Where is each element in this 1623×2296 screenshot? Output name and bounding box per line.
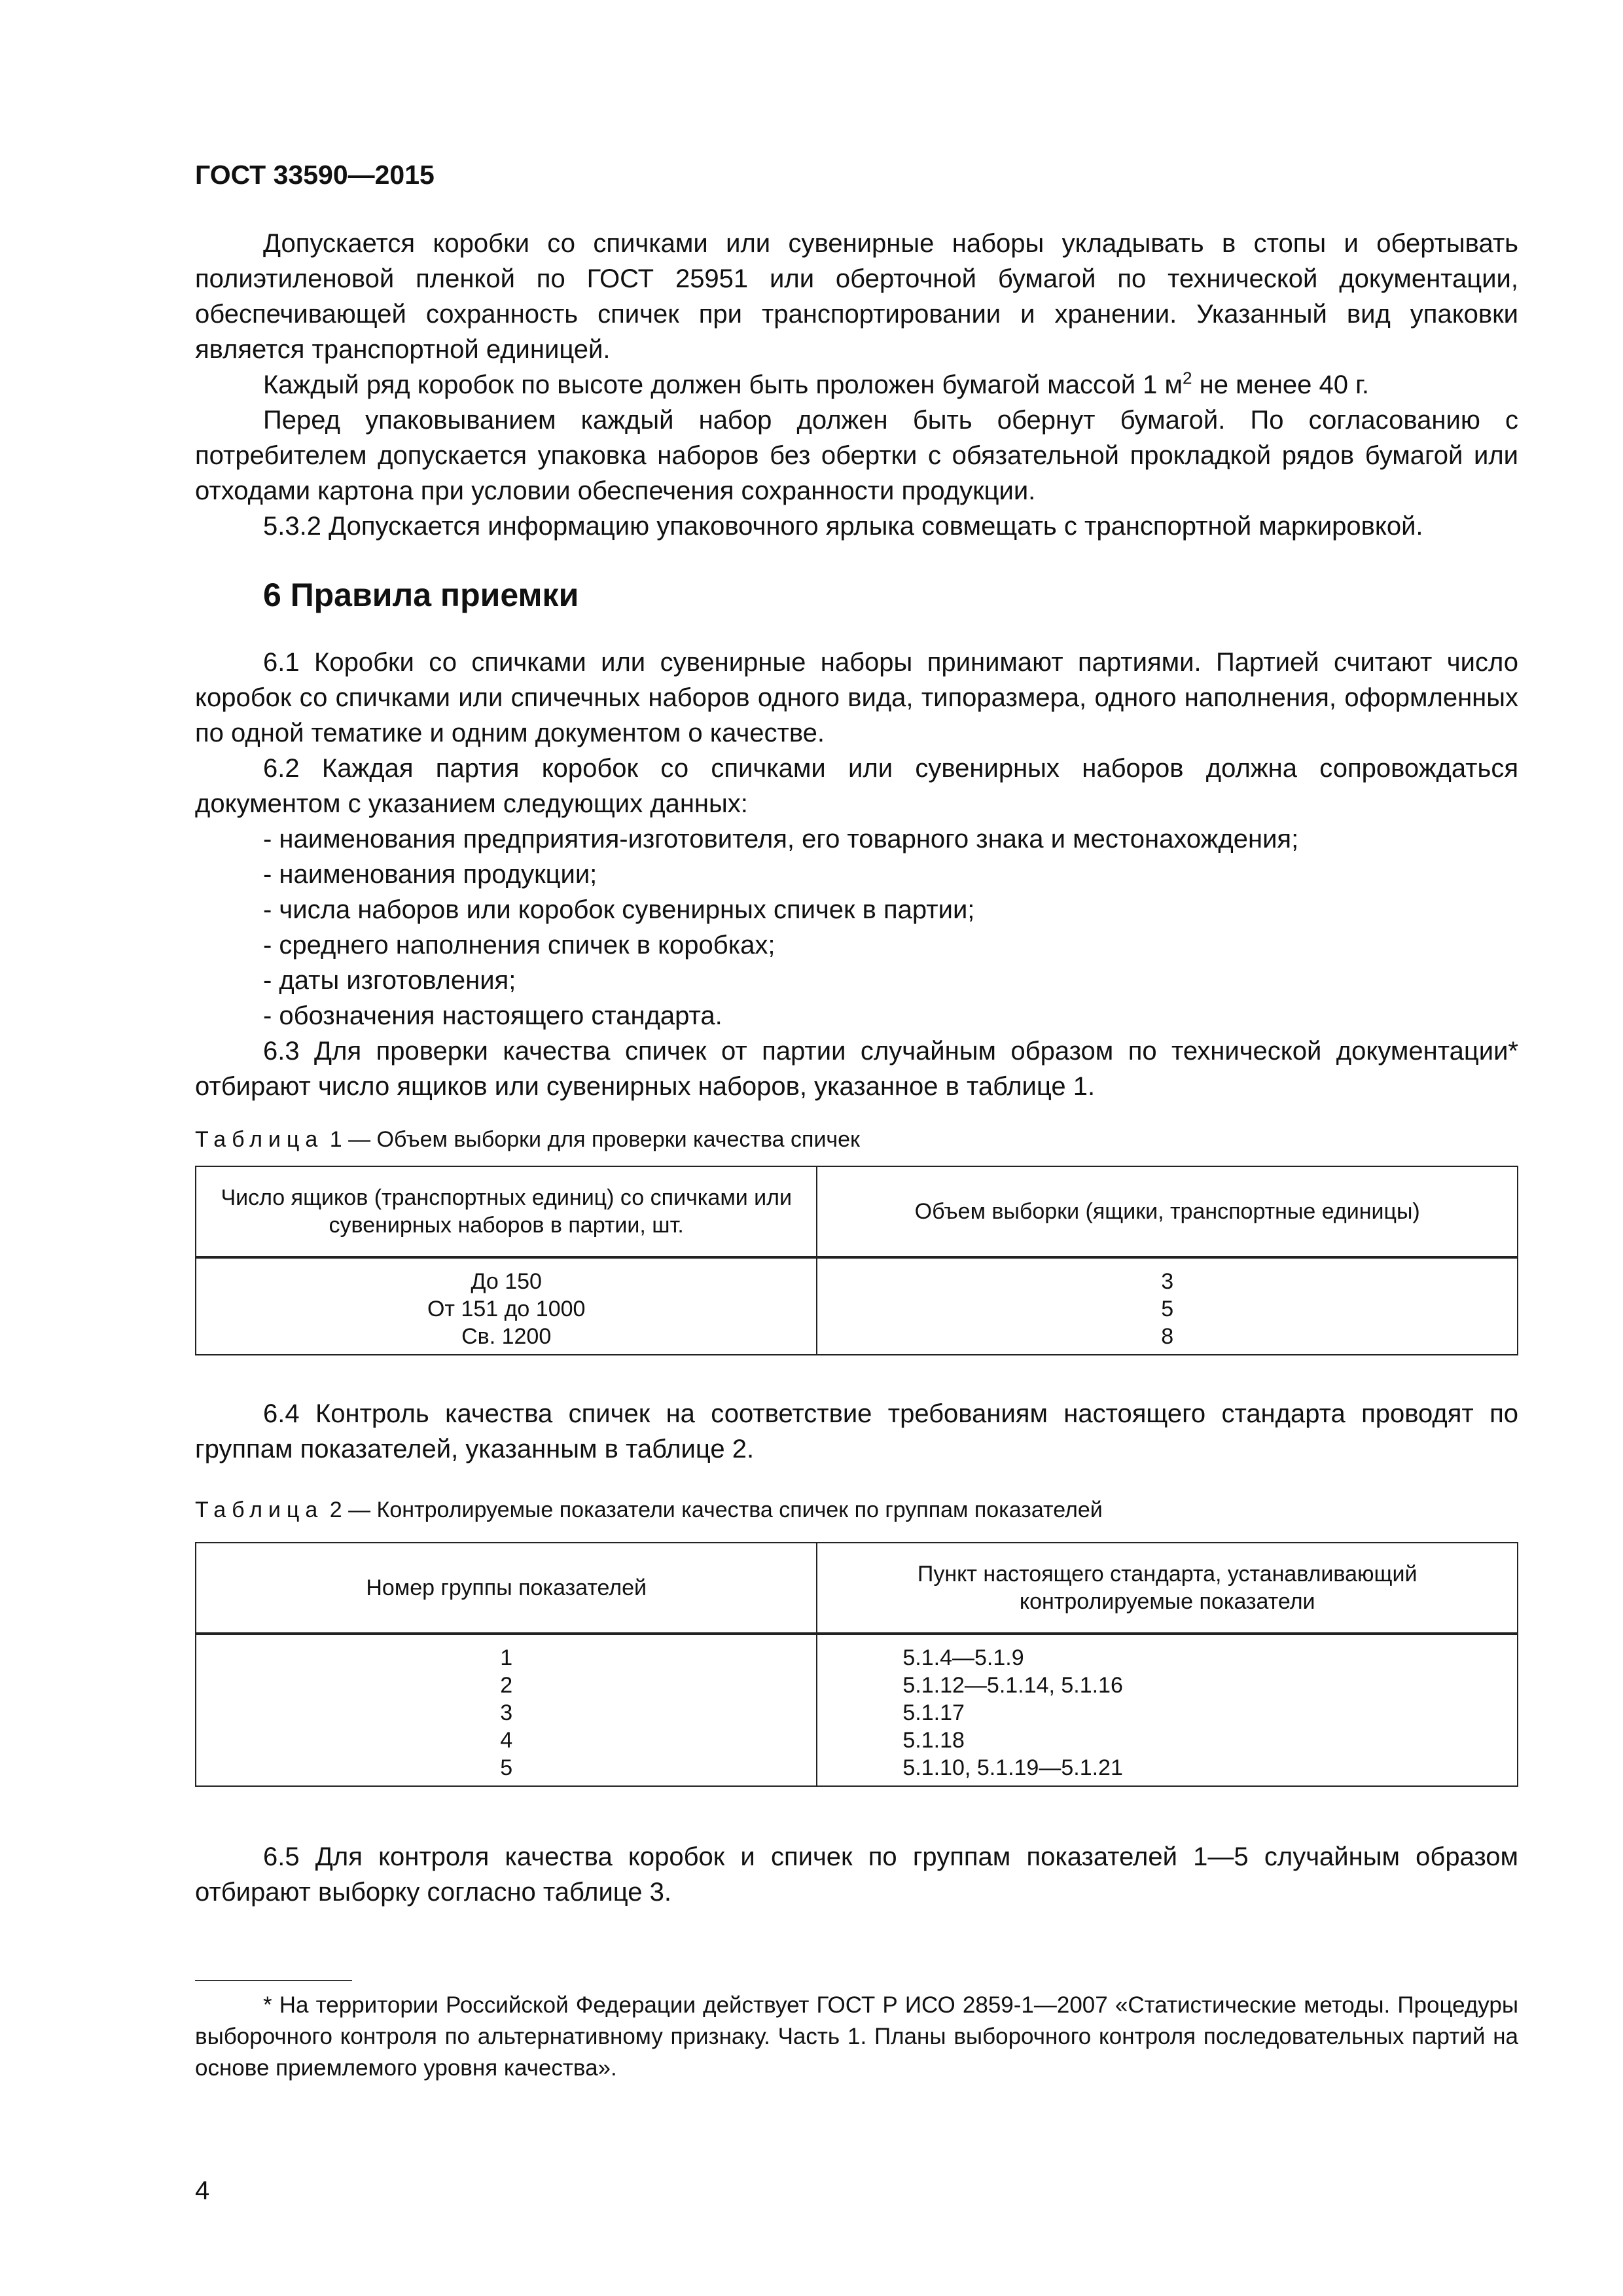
table2-col2-value: 5.1.17 xyxy=(902,1700,965,1725)
table1-col2-cell xyxy=(817,1257,1518,1355)
table1-header-col2: Объем выборки (ящики, транспортные единицы) xyxy=(817,1166,1518,1257)
table2-caption-text: 2 — Контролируемые показатели качества спичек по группам показателей xyxy=(323,1498,1103,1522)
list-item: - среднего наполнения спичек в коробках; xyxy=(263,931,776,960)
document-header: ГОСТ 33590—2015 xyxy=(195,160,435,190)
paper-row-text-end: не менее 40 г. xyxy=(1192,370,1369,399)
table2-caption xyxy=(195,1498,1103,1523)
paragraph-6-5: 6.5 Для контроля качества коробок и спичек по группам показателей 1—5 случайным образом отбирают выборку согласно таблице 3. xyxy=(195,1842,1518,1907)
table1-header-col1: Число ящиков (транспортных единиц) со спичками или сувенирных наборов в партии, шт. xyxy=(196,1166,817,1257)
table2-col2-value: 5.1.10, 5.1.19—5.1.21 xyxy=(902,1755,1123,1780)
paragraph-wrapping: Перед упаковыванием каждый набор должен быть обернут бумагой. По согласованию с потребителем допускается упаковка наборов без обертки с обязательной прокладкой рядов бумагой или отходами картона при условии обеспечения сохранности продукции. xyxy=(195,406,1518,505)
table2-col1-value: 4 xyxy=(500,1728,513,1753)
table2-col2-value: 5.1.18 xyxy=(902,1728,965,1753)
table1-caption-word: Таблица xyxy=(195,1127,324,1152)
paper-row-text: Каждый ряд коробок по высоте должен быть проложен бумагой массой 1 м xyxy=(263,370,1183,399)
table-1 xyxy=(195,1166,1518,1355)
paragraph-packaging: Допускается коробки со спичками или сувенирные наборы укладывать в стопы и обертывать полиэтиленовой пленкой по ГОСТ 25951 или оберточной бумагой по технической документации, обеспечивающей сохранность спичек при транспортировании и хранении. Указанный вид упаковки является транспортной единицей. xyxy=(195,229,1518,364)
paragraph-6-4: 6.4 Контроль качества спичек на соответствие требованиям настоящего стандарта проводят по группам показателей, указанным в таблице 2. xyxy=(195,1399,1518,1463)
table2-col2-value: 5.1.12—5.1.14, 5.1.16 xyxy=(902,1673,1123,1698)
table1-col1-value: Св. 1200 xyxy=(461,1324,552,1349)
table2-caption-word: Таблица xyxy=(195,1498,324,1522)
table2-header-col2: Пункт настоящего стандарта, устанавливающий контролируемые показатели xyxy=(817,1543,1518,1634)
table2-col2-cell xyxy=(817,1634,1518,1786)
table1-caption-text: 1 — Объем выборки для проверки качества спичек xyxy=(323,1127,860,1152)
paragraph-6-1: 6.1 Коробки со спичками или сувенирные наборы принимают партиями. Партией считают число коробок со спичками или спичечных наборов одного вида, типоразмера, одного наполнения, оформленных по одной тематике и одним документом о качестве. xyxy=(195,648,1518,747)
paragraph-paper-layer xyxy=(195,367,1518,403)
table-2 xyxy=(195,1542,1518,1787)
page-number: 4 xyxy=(195,2176,210,2205)
paragraph-6-2: 6.2 Каждая партия коробок со спичками или сувенирных наборов должна сопровождаться документом с указанием следующих данных: xyxy=(195,754,1518,818)
data-list xyxy=(263,821,1298,1033)
paper-row-sup: 2 xyxy=(1183,368,1192,388)
table2-col1-cell xyxy=(196,1634,817,1786)
paragraph-6-3: 6.3 Для проверки качества спичек от партии случайным образом по технической документации* отбирают число ящиков или сувенирных наборов, указанное в таблице 1. xyxy=(195,1037,1518,1101)
table1-col2-value: 5 xyxy=(1161,1297,1174,1321)
table2-col1-value: 3 xyxy=(500,1700,513,1725)
table1-col2-value: 8 xyxy=(1161,1324,1174,1349)
table1-col2-value: 3 xyxy=(1161,1269,1174,1294)
footnote-divider xyxy=(195,1980,352,1981)
list-item: - даты изготовления; xyxy=(263,966,516,995)
table2-header-col1: Номер группы показателей xyxy=(196,1543,817,1634)
table2-col1-value: 5 xyxy=(500,1755,513,1780)
table1-caption xyxy=(195,1127,860,1153)
table1-col1-value: До 150 xyxy=(471,1269,542,1294)
table1-col1-cell xyxy=(196,1257,817,1355)
paragraph-5-3-2: 5.3.2 Допускается информацию упаковочного ярлыка совмещать с транспортной маркировкой. xyxy=(263,512,1423,541)
table2-col1-value: 1 xyxy=(500,1645,513,1670)
list-item: - числа наборов или коробок сувенирных спичек в партии; xyxy=(263,895,975,924)
table2-col2-value: 5.1.4—5.1.9 xyxy=(902,1645,1024,1670)
table1-col1-value: От 151 до 1000 xyxy=(427,1297,586,1321)
list-item: - наименования продукции; xyxy=(263,860,597,889)
footnote: * На территории Российской Федерации действует ГОСТ Р ИСО 2859-1—2007 «Статистические методы. Процедуры выборочного контроля по альтернативному признаку. Часть 1. Планы выборочного контроля последовательных партий на основе приемлемого уровня качества». xyxy=(195,1992,1518,2081)
list-item: - наименования предприятия-изготовителя, его товарного знака и местонахождения; xyxy=(263,825,1299,853)
table2-col1-value: 2 xyxy=(500,1673,513,1698)
list-item: - обозначения настоящего стандарта. xyxy=(263,1001,722,1030)
section-title: 6 Правила приемки xyxy=(263,577,579,613)
